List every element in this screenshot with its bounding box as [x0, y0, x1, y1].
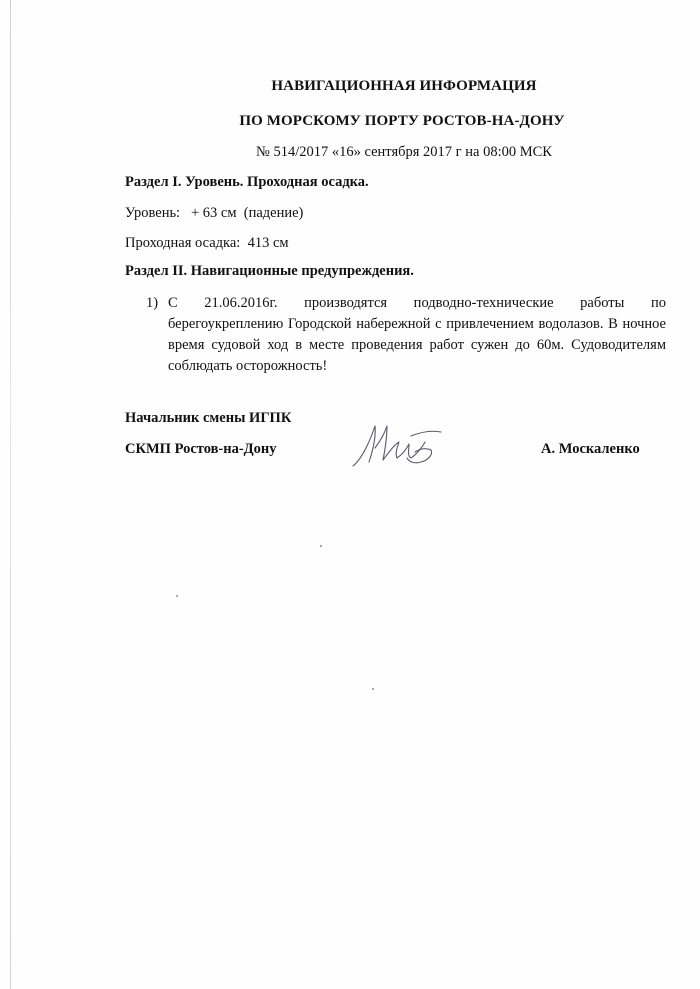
scan-speck: [372, 688, 374, 690]
section2-heading: Раздел II. Навигационные предупреждения.: [125, 263, 414, 279]
passage-draft-line: Проходная осадка: 413 см: [125, 235, 289, 251]
signer-position-line2: СКМП Ростов-на-Дону: [125, 441, 277, 457]
scan-speck: [176, 595, 178, 597]
section1-heading: Раздел I. Уровень. Проходная осадка.: [125, 174, 369, 190]
warning-number: 1): [146, 295, 159, 311]
document-title-line1: НАВИГАЦИОННАЯ ИНФОРМАЦИЯ: [271, 78, 537, 94]
warning-item: [146, 293, 666, 377]
signer-name: А. Москаленко: [541, 441, 640, 457]
scan-speck: [320, 545, 322, 547]
handwritten-signature: [345, 418, 445, 474]
signer-position-line1: Начальник смены ИГПК: [125, 410, 292, 426]
warning-text: С 21.06.2016г. производятся подводно-технические работы по берегоукреплению Городской набережной с привлечением водолазов. В ночное время судовой ход в месте проведения работ сужен до 60м. Судоводителям соблюдать осторожность!: [168, 295, 666, 374]
document-number-date: № 514/2017 «16» сентября 2017 г на 08:00 МСК: [256, 144, 552, 160]
water-level-line: Уровень: + 63 см (падение): [125, 205, 304, 221]
document-title-line2: ПО МОРСКОМУ ПОРТУ РОСТОВ-НА-ДОНУ: [239, 113, 565, 129]
